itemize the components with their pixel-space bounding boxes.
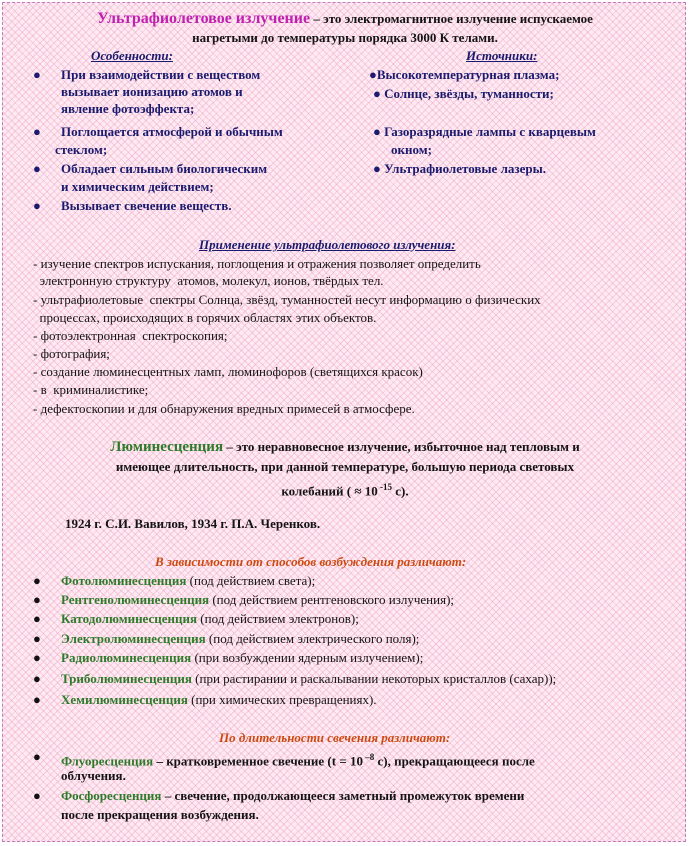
application-line: - ультрафиолетовые спектры Солнца, звёзд, туманностей несут информацию о физических [33, 292, 541, 307]
document-page [2, 2, 686, 842]
bullet-icon: ● [33, 650, 41, 665]
application-line: электронную структуру атомов, молекул, ионов, твёрдых тел. [33, 273, 384, 288]
application-line: - фотография; [33, 346, 110, 361]
source-item: ● Ультрафиолетовые лазеры. [373, 161, 546, 176]
duration-item: Флуоресценция – кратковременное свечение (t = 10 $^{-8}$ с), прекращающееся после [61, 752, 535, 769]
feature-item: Обладает сильным биологическим [61, 161, 268, 176]
uv-definition-line2: нагретыми до температуры порядка 3000 К телами. [192, 30, 498, 45]
application-line: - создание люминесцентных ламп, люминофоров (светящихся красок) [33, 364, 423, 379]
bullet-icon: ● [33, 592, 41, 607]
luminescence-line1: Люминесценция – это неравновесное излучение, избыточное над тепловым и [110, 439, 580, 455]
feature-item: При взаимодействии с веществом [61, 67, 261, 82]
bullet-icon: ● [33, 124, 41, 139]
source-item: ● Солнце, звёзды, туманности; [373, 86, 554, 101]
bullet-icon: ● [33, 611, 41, 626]
duration-heading: По длительности свечения различают: [219, 730, 451, 745]
duration-item: Фосфоресценция – свечение, продолжающееся заметный промежуток времени [61, 788, 525, 803]
excitation-item: Катодолюминесценция (под действием электронов); [61, 611, 359, 626]
bullet-icon: ● [33, 788, 41, 803]
application-line: - в криминалистике; [33, 382, 149, 397]
source-item: ● Газоразрядные лампы с кварцевым [373, 124, 596, 139]
sources-heading: Источники: [466, 48, 538, 63]
application-line: - изучение спектров испускания, поглощения и отражения позволяет определить [33, 256, 481, 271]
bullet-icon: ● [33, 692, 41, 707]
feature-item: явление фотоэффекта; [61, 101, 195, 116]
source-item: ●Высокотемпературная плазма; [369, 67, 560, 82]
applications-heading: Применение ультрафиолетового излучения: [199, 237, 456, 252]
duration-item-cont: после прекращения возбуждения. [61, 807, 259, 822]
luminescence-line2: имеющее длительность, при данной температуре, большую периода световых [115, 459, 575, 474]
history-line: 1924 г. С.И. Вавилов, 1934 г. П.А. Черенков. [65, 516, 321, 531]
luminescence-line3: колебаний ( ≈ 10 $^{-15}$ с). [281, 482, 409, 499]
features-heading: Особенности: [91, 48, 173, 63]
excitation-item: Фотолюминесценция (под действием света); [61, 573, 316, 588]
application-line: процессах, происходящих в горячих областях этих объектов. [33, 310, 377, 325]
application-line: - фотоэлектронная спектроскопия; [33, 328, 228, 343]
application-line: - дефектоскопии и для обнаружения вредных примесей в атмосфере. [33, 401, 415, 416]
bullet-icon: ● [33, 573, 41, 588]
excitation-item: Электролюминесценция (под действием электрического поля); [61, 631, 420, 646]
excitation-item: Хемилюминесценция (при химических превращениях). [61, 692, 377, 707]
excitation-item: Рентгенолюминесценция (под действием рентгеновского излучения); [61, 592, 455, 607]
uv-term: Ультрафиолетовое излучение [97, 10, 311, 27]
bullet-icon: ● [33, 749, 41, 764]
bullet-icon: ● [33, 671, 41, 686]
excitation-heading: В зависимости от способов возбуждения различают: [155, 554, 467, 569]
bullet-icon: ● [33, 198, 41, 213]
excitation-item: Радиолюминесценция (при возбуждении ядерным излучением); [61, 650, 424, 665]
duration-item-cont: облучения. [61, 768, 126, 783]
bullet-icon: ● [33, 161, 41, 176]
source-item: окном; [391, 142, 432, 157]
uv-definition-line1: Ультрафиолетовое излучение – это электромагнитное излучение испускаемое [97, 10, 593, 27]
feature-item: вызывает ионизацию атомов и [61, 84, 243, 99]
bullet-icon: ● [33, 631, 41, 646]
bullet-icon: ● [33, 67, 41, 82]
feature-item: стеклом; [55, 142, 108, 157]
feature-item: и химическим действием; [61, 179, 214, 194]
feature-item: Поглощается атмосферой и обычным [61, 124, 283, 139]
feature-item: Вызывает свечение веществ. [61, 198, 232, 213]
luminescence-term: Люминесценция [110, 439, 224, 455]
excitation-item: Триболюминесценция (при растирании и раскалывании некоторых кристаллов (сахар)); [61, 671, 557, 686]
